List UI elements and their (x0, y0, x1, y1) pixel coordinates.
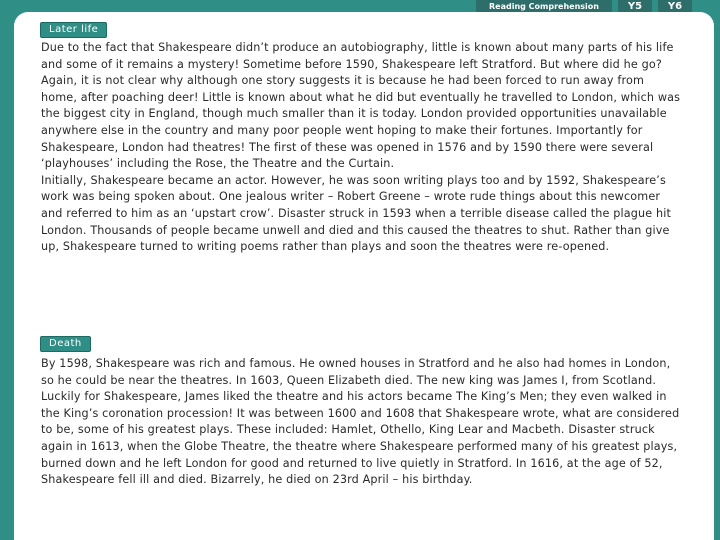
section-label-later-life: Later life (40, 22, 107, 38)
later-life-paragraph-1: Due to the fact that Shakespeare didn’t produce an autobiography, little is known about many parts of his life and some of it remains a mystery! Sometime before 1590, Shakespeare left Stratford. But where did he go? Again, it is not clear why although one story suggests it is because he had been forced to run away from home, after poaching deer! Little is known about what he did but eventually he travelled to London, which was the biggest city in England, though much smaller than it is today. London provided opportunities unavailable anywhere else in the country and many poor people went hoping to make their fortunes. Importantly for Shakespeare, London had theatres! The first of these was opened in 1576 and by 1590 there were several ‘playhouses’ including the Rose, the Theatre and the Curtain. (41, 41, 681, 171)
header-title: Reading Comprehension (476, 0, 612, 14)
death-text (41, 356, 681, 489)
year-badge-y6: Y6 (658, 0, 692, 14)
death-paragraph-1: By 1598, Shakespeare was rich and famous. He owned houses in Stratford and he also had homes in London, so he could be near the theatres. In 1603, Queen Elizabeth died. The new king was James I, from Scotland. Luckily for Shakespeare, James liked the theatre and his actors became The King’s Men; they even walked in the King’s coronation procession! It was between 1600 and 1608 that Shakespeare wrote, what are considered to be, some of his greatest plays. These included: Hamlet, Othello, King Lear and Macbeth. Disaster struck again in 1613, when the Globe Theatre, the theatre where Shakespeare performed many of his greatest plays, burned down and he left London for good and returned to live quietly in Stratford. In 1616, at the age of 52, Shakespeare fell ill and died. Bizarrely, he died on 23rd April – his birthday. (41, 357, 680, 487)
later-life-paragraph-2: Initially, Shakespeare became an actor. However, he was soon writing plays too and by 1592, Shakespeare’s work was being spoken about. One jealous writer – Robert Greene – wrote rude things about this newcomer and referred to him as an ‘upstart crow’. Disaster struck in 1593 when a terrible disease called the plague hit London. Thousands of people became unwell and died and this caused the theatres to shut. Rather than give up, Shakespeare turned to writing poems rather than plays and soon the theatres were re-opened. (41, 173, 672, 254)
later-life-text (41, 40, 681, 256)
year-badge-y5: Y5 (618, 0, 652, 14)
section-label-death: Death (40, 336, 91, 352)
